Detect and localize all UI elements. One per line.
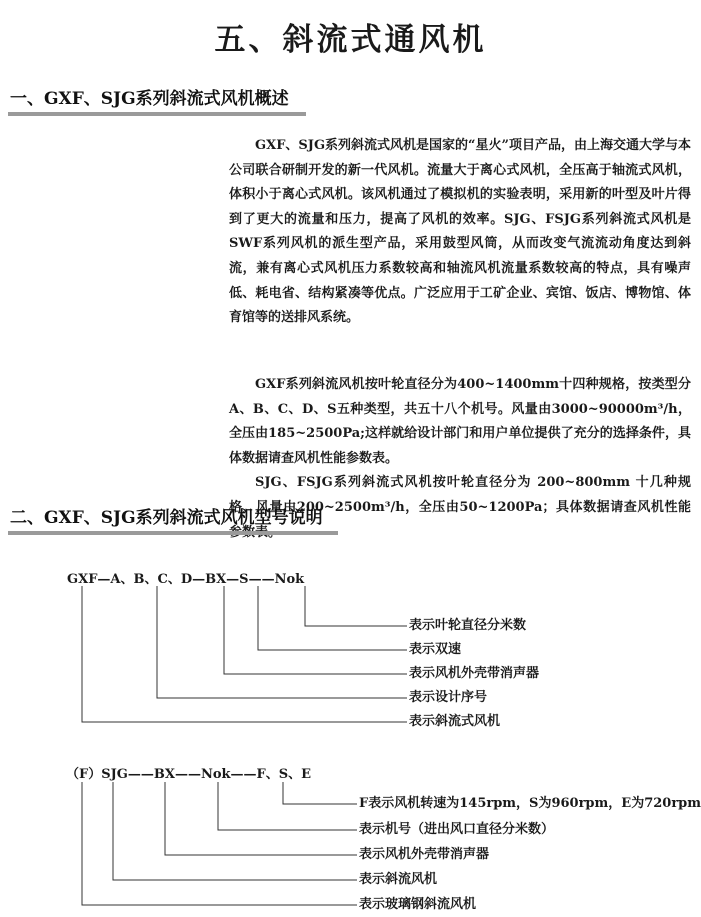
diagram2-lines — [82, 782, 357, 905]
connector-design-seq — [157, 586, 407, 698]
connector-f — [82, 782, 357, 905]
diagram1-label: 表示叶轮直径分米数 — [409, 618, 527, 633]
diagram2-label: 表示玻璃钢斜流风机 — [359, 897, 477, 912]
connector-nok2 — [218, 782, 357, 830]
connector-s — [258, 586, 407, 650]
diagram1-label: 表示双速 — [409, 642, 462, 657]
diagram1-label: 表示斜流式风机 — [409, 714, 501, 729]
connector-bx2 — [165, 782, 357, 855]
connector-fse — [283, 782, 357, 804]
diagram2-label: 表示斜流风机 — [359, 872, 438, 887]
paragraph-intro: GXF、SJG系列斜流式风机是国家的“星火”项目产品，由上海交通大学与本公司联合研制开发的新一代风机。流量大于离心式风机，全压高于轴流式风机，体积小于离心式风机。该风机通过了模拟机的实验表明，采用新的叶型及叶片得到了更大的流量和压力，提高了风机的效率。SJG、FSJG系列斜流式风机是SWF系列风机的派生型产品，采用鼓型风筒，从而改变气流流动角度达到斜流，兼有离心式风机压力系数较高和轴流风机流量系数较高的特点，具有噪声低、耗电省、结构紧凑等优点。广泛应用于工矿企业、宾馆、饭店、博物馆、体育馆等的送排风系统。 — [229, 138, 692, 326]
connector-gxf — [82, 586, 407, 722]
connector-sjg — [113, 782, 357, 880]
connector-nok — [305, 586, 407, 626]
paragraph-sjg-specs: SJG、FSJG系列斜流式风机按叶轮直径分为 200~800mm 十几种规格、风量由200~2500m³/h，全压由50~1200Pa；具体数据请查风机性能参数表。 — [229, 475, 691, 540]
diagram1-lines — [82, 586, 407, 722]
diagram2-label: F表示风机转速为145rpm，S为960rpm，E为720rpm — [359, 796, 701, 811]
diagram1-label: 表示风机外壳带消声器 — [409, 666, 540, 681]
diagram2-label: 表示机号（进出风口直径分米数） — [359, 822, 555, 837]
model-code-gxf: GXF—A、B、C、D—BX—S——Nok — [67, 572, 305, 587]
diagram1-label: 表示设计序号 — [409, 690, 488, 705]
page-title: 五、斜流式通风机 — [214, 22, 487, 58]
section-heading-overview: 一、GXF、SJG系列斜流式风机概述 — [8, 88, 306, 116]
diagram2-label: 表示风机外壳带消声器 — [359, 847, 490, 862]
section-heading-model-explanation: 二、GXF、SJG系列斜流式风机型号说明 — [8, 507, 338, 535]
paragraph-gxf-specs: GXF系列斜流风机按叶轮直径分为400~1400mm十四种规格，按类型分A、B、C、D、S五种类型，共五十八个机号。风量由3000~90000m³/h，全压由185~2500Pa;这样就给设计部门和用户单位提供了充分的选择条件，具体数据请查风机性能参数表。 — [229, 377, 691, 466]
connector-bx — [224, 586, 407, 674]
model-code-sjg: （F）SJG——BX——Nok——F、S、E — [66, 767, 312, 782]
